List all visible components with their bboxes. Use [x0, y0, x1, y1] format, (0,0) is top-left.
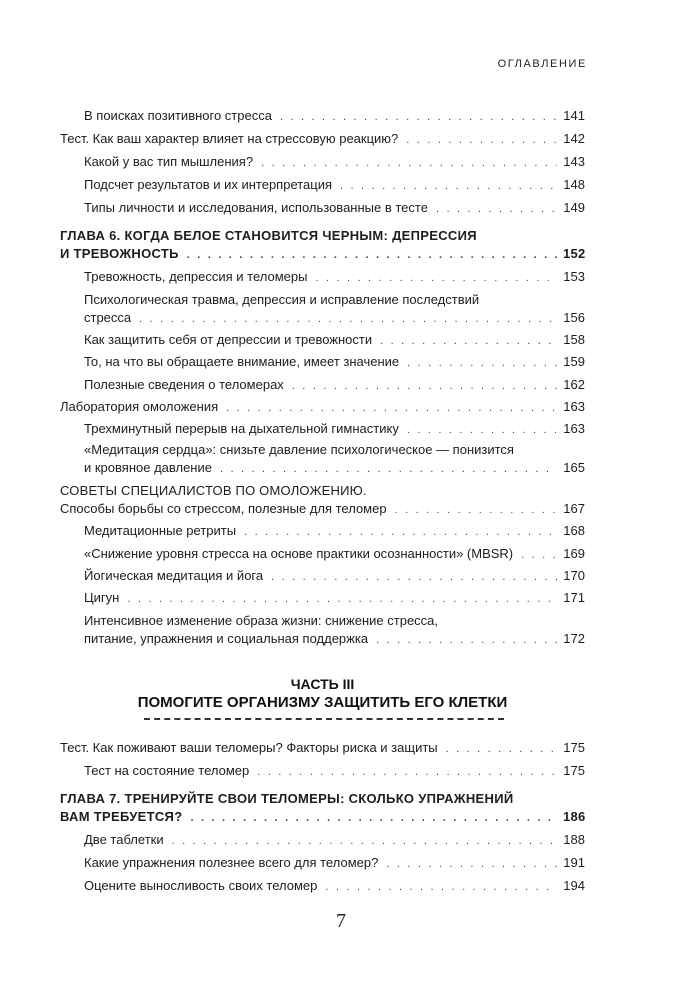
leader-dots [292, 377, 557, 395]
toc-entry-title: Тест. Как ваш характер влияет на стрессовую реакцию? [60, 131, 399, 146]
toc-entry-title-line1: ГЛАВА 6. КОГДА БЕЛОЕ СТАНОВИТСЯ ЧЕРНЫМ: ДЕПРЕССИЯ [60, 228, 477, 243]
toc-entry [84, 420, 585, 439]
toc-entry-page: 170 [563, 568, 585, 583]
leader-dots [376, 631, 557, 649]
leader-dots [395, 501, 557, 519]
toc-entry-title: То, на что вы обращаете внимание, имеет значение [84, 354, 400, 369]
toc-entry-title-line1: Интенсивное изменение образа жизни: снижение стресса, [84, 613, 439, 628]
toc-entry [84, 291, 585, 328]
toc-entry-title: стресса [84, 310, 132, 325]
toc-entry-title: питание, упражнения и социальная поддержка [84, 631, 369, 646]
toc-entry-page: 163 [563, 421, 585, 436]
toc-entry [84, 107, 585, 126]
toc-entry [84, 567, 585, 586]
leader-dots [446, 740, 557, 758]
toc-entry-title: Йогическая медитация и йога [84, 568, 264, 583]
toc-entry-page: 171 [563, 590, 585, 605]
toc-entry-title: Тревожность, депрессия и теломеры [84, 269, 308, 284]
toc-entry-page: 175 [563, 763, 585, 778]
toc-entry-title: «Снижение уровня стресса на основе практики осознанности» (MBSR) [84, 546, 514, 561]
toc-entry-title: и кровяное давление [84, 460, 212, 475]
leader-dots [261, 154, 557, 172]
leader-dots [325, 878, 557, 896]
toc-entry [84, 877, 585, 896]
part-title: ПОМОГИТЕ ОРГАНИЗМУ ЗАЩИТИТЬ ЕГО КЛЕТКИ [137, 694, 508, 711]
toc-entry-page: 152 [563, 246, 586, 261]
toc-entry [84, 545, 585, 564]
toc-entry [84, 589, 585, 608]
toc-entry [60, 130, 585, 149]
leader-dots [386, 855, 557, 873]
page-number: 7 [336, 910, 346, 932]
leader-dots [407, 421, 557, 439]
toc-entry [84, 522, 585, 541]
toc-entry-page: 167 [563, 501, 585, 516]
toc-entry-page: 153 [563, 269, 585, 284]
toc-entry-title: Трехминутный перерыв на дыхательной гимнастику [84, 421, 399, 436]
toc-entry [84, 854, 585, 873]
toc-entry-title: Тест. Как поживают ваши теломеры? Факторы риска и защиты [60, 740, 438, 755]
leader-dots [407, 354, 557, 372]
leader-dots [187, 246, 557, 264]
toc-entry-title-line1: Психологическая травма, депрессия и исправление последствий [84, 292, 480, 307]
toc-entry [84, 612, 585, 649]
toc-entry [84, 762, 585, 781]
leader-dots [315, 269, 557, 287]
toc-entry [84, 376, 585, 395]
toc-entry-title: Подсчет результатов и их интерпретация [84, 177, 333, 192]
toc-entry [84, 268, 585, 287]
toc-entry-page: 162 [563, 377, 585, 392]
leader-dots [406, 131, 557, 149]
toc-entry-page: 156 [563, 310, 585, 325]
toc-chapter-entry [60, 790, 585, 827]
toc-entry-title: Какой у вас тип мышления? [84, 154, 254, 169]
leader-dots [257, 763, 557, 781]
part-divider [144, 718, 504, 720]
toc-entry-title: Тест на состояние теломер [84, 763, 250, 778]
toc-entry-title: В поисках позитивного стресса [84, 108, 272, 123]
toc-entry-title: ВАМ ТРЕБУЕТСЯ? [60, 809, 183, 824]
toc-entry-page: 165 [563, 460, 585, 475]
toc-entry [84, 831, 585, 850]
leader-dots [436, 200, 557, 218]
toc-entry-title: Две таблетки [84, 832, 164, 847]
toc-entry-page: 141 [563, 108, 585, 123]
toc-entry-page: 194 [563, 878, 585, 893]
toc-entry [60, 398, 585, 417]
toc-entry-page: 158 [563, 332, 585, 347]
toc-entry-page: 191 [563, 855, 585, 870]
toc-entry-page: 163 [563, 399, 585, 414]
toc-entry [60, 739, 585, 758]
running-head: ОГЛАВЛЕНИЕ [497, 58, 587, 70]
toc-entry [60, 500, 585, 519]
toc-entry-page: 188 [563, 832, 585, 847]
toc-entry-title: Как защитить себя от депрессии и тревожности [84, 332, 373, 347]
toc-entry [84, 176, 585, 195]
toc-entry-page: 148 [563, 177, 585, 192]
toc-entry-page: 168 [563, 523, 585, 538]
toc-entry-page: 175 [563, 740, 585, 755]
leader-dots [521, 546, 557, 564]
leader-dots [380, 332, 557, 350]
toc-entry-title: Медитационные ретриты [84, 523, 237, 538]
toc-chapter-entry [60, 227, 585, 264]
leader-dots [190, 809, 557, 827]
toc-entry-title: И ТРЕВОЖНОСТЬ [60, 246, 179, 261]
leader-dots [340, 177, 557, 195]
section-heading: СОВЕТЫ СПЕЦИАЛИСТОВ ПО ОМОЛОЖЕНИЮ. [60, 483, 367, 498]
toc-entry-title: Полезные сведения о теломерах [84, 377, 284, 392]
toc-entry-title: Лаборатория омоложения [60, 399, 219, 414]
toc-entry-title: Способы борьбы со стрессом, полезные для теломер [60, 501, 387, 516]
leader-dots [244, 523, 557, 541]
toc-entry-title-line1: ГЛАВА 7. ТРЕНИРУЙТЕ СВОИ ТЕЛОМЕРЫ: СКОЛЬКО УПРАЖНЕНИЙ [60, 791, 514, 806]
toc-entry-page: 149 [563, 200, 585, 215]
leader-dots [139, 310, 557, 328]
part-number: ЧАСТЬ III [290, 676, 355, 692]
leader-dots [127, 590, 557, 608]
toc-entry-title: Типы личности и исследования, использованные в тесте [84, 200, 428, 215]
toc-entry-page: 169 [563, 546, 585, 561]
leader-dots [220, 460, 557, 478]
toc-entry-title: Оцените выносливость своих теломер [84, 878, 318, 893]
leader-dots [271, 568, 557, 586]
toc-entry-page: 186 [563, 809, 586, 824]
leader-dots [172, 832, 557, 850]
toc-entry-title: Цигун [84, 590, 120, 605]
leader-dots [280, 108, 557, 126]
toc-entry-page: 143 [563, 154, 585, 169]
leader-dots [226, 399, 557, 417]
toc-entry-page: 172 [563, 631, 585, 646]
toc-entry [84, 199, 585, 218]
toc-entry [84, 353, 585, 372]
toc-entry [84, 153, 585, 172]
toc-entry-page: 142 [563, 131, 585, 146]
toc-entry-page: 159 [563, 354, 585, 369]
toc-entry [84, 331, 585, 350]
toc-entry [84, 441, 585, 478]
toc-entry-title-line1: «Медитация сердца»: снизьте давление психологическое — понизится [84, 442, 514, 457]
toc-entry-title: Какие упражнения полезнее всего для теломер? [84, 855, 379, 870]
